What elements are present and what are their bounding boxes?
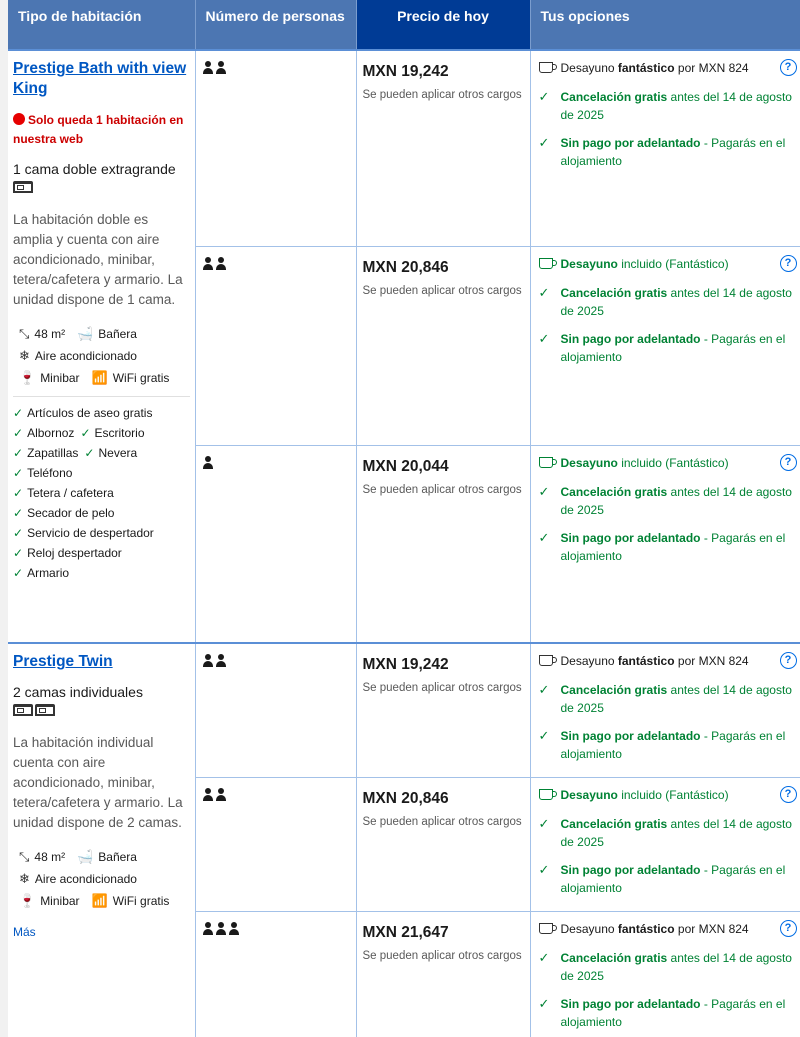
breakfast-text bbox=[561, 920, 749, 939]
bed-icons bbox=[13, 703, 190, 717]
no-prepayment-option-detail: - Pagarás en el alojamiento bbox=[560, 331, 786, 364]
feature-size bbox=[19, 849, 65, 865]
no-prepayment-option-title: Sin pago por adelantado bbox=[560, 997, 701, 1011]
no-prepayment-option-detail: - Pagarás en el alojamiento bbox=[560, 729, 786, 761]
persons-cell bbox=[195, 50, 356, 246]
checkmark-icon: ✓ bbox=[538, 483, 550, 499]
room-features bbox=[13, 326, 190, 386]
checkmark-icon: ✓ bbox=[538, 816, 550, 831]
help-icon[interactable]: ? bbox=[780, 255, 797, 272]
header-persons: Número de personas bbox=[195, 0, 356, 50]
breakfast-quality: fantástico bbox=[617, 61, 675, 75]
amenity-item bbox=[80, 423, 144, 443]
person-icon bbox=[202, 257, 214, 270]
price-note: Se pueden aplicar otros cargos bbox=[362, 89, 522, 101]
coffee-cup-icon bbox=[539, 454, 553, 473]
amenity-row bbox=[13, 543, 190, 563]
no-prepayment-option bbox=[539, 134, 798, 170]
persons-cell bbox=[195, 912, 356, 1037]
checkmark-icon: ✓ bbox=[538, 89, 550, 104]
header-options: Tus opciones bbox=[530, 0, 800, 50]
breakfast-price: por MXN 824 bbox=[674, 61, 749, 75]
breakfast-text bbox=[561, 59, 749, 78]
amenity-label: Servicio de despertador bbox=[27, 526, 154, 540]
help-icon[interactable]: ? bbox=[780, 786, 797, 803]
price-amount: MXN 20,846 bbox=[362, 790, 449, 807]
amenity-row bbox=[13, 403, 190, 423]
free-cancellation-option-detail: antes del 14 de agosto de 2025 bbox=[560, 90, 792, 122]
help-icon[interactable]: ? bbox=[780, 59, 797, 76]
free-cancellation-option-title: Cancelación gratis bbox=[560, 683, 668, 697]
more-link[interactable]: Más bbox=[13, 925, 36, 939]
header-room-type: Tipo de habitación bbox=[8, 0, 195, 50]
price-cell bbox=[356, 246, 530, 445]
feature-ac bbox=[19, 348, 137, 364]
room-name-link[interactable]: Prestige Twin bbox=[13, 653, 113, 670]
bed-icon bbox=[35, 704, 55, 716]
free-cancellation-option-text bbox=[561, 88, 798, 124]
divider bbox=[13, 396, 190, 397]
price-cell bbox=[356, 912, 530, 1037]
amenity-label: Armario bbox=[27, 566, 70, 580]
amenities-list bbox=[13, 403, 190, 583]
breakfast-label: Desayuno bbox=[560, 922, 618, 936]
breakfast-label: Desayuno bbox=[560, 788, 618, 802]
room-description: La habitación doble es amplia y cuenta con aire acondicionado, minibar, tetera/cafetera y armario. La unidad dispone de 1 cama. bbox=[13, 212, 183, 307]
no-prepayment-option-detail: - Pagarás en el alojamiento bbox=[560, 136, 786, 168]
amenity-label: Artículos de aseo gratis bbox=[27, 406, 153, 420]
availability-warning bbox=[13, 111, 190, 149]
breakfast-price: por MXN 824 bbox=[674, 654, 749, 668]
free-cancellation-option bbox=[539, 88, 798, 124]
feature-bath bbox=[77, 849, 137, 865]
checkmark-icon: ✓ bbox=[13, 526, 24, 540]
room-table bbox=[8, 0, 800, 1037]
person-icon bbox=[215, 654, 227, 667]
amenity-item bbox=[84, 443, 137, 463]
options-cell bbox=[530, 778, 800, 912]
amenity-row bbox=[13, 423, 190, 443]
no-prepayment-option-text bbox=[561, 995, 798, 1031]
free-cancellation-option-text bbox=[561, 949, 798, 985]
amenity-row bbox=[13, 523, 190, 543]
minibar-icon: 🍷 bbox=[19, 370, 36, 385]
amenity-item bbox=[13, 563, 69, 583]
options-cell bbox=[530, 643, 800, 778]
table-row bbox=[8, 50, 800, 246]
price-amount: MXN 19,242 bbox=[362, 656, 449, 673]
checkmark-icon: ✓ bbox=[84, 446, 95, 460]
amenity-label: Escritorio bbox=[94, 426, 145, 440]
amenity-row bbox=[13, 563, 190, 583]
checkmark-icon: ✓ bbox=[538, 529, 550, 545]
free-cancellation-option-detail: antes del 14 de agosto de 2025 bbox=[560, 484, 792, 517]
no-prepayment-option-text bbox=[561, 134, 798, 170]
table-row bbox=[8, 643, 800, 778]
breakfast-text bbox=[561, 786, 729, 805]
person-icon bbox=[202, 788, 214, 801]
no-prepayment-option-title: Sin pago por adelantado bbox=[560, 729, 701, 743]
price-amount: MXN 20,846 bbox=[362, 258, 449, 276]
free-cancellation-option bbox=[539, 949, 798, 985]
table-header-row bbox=[8, 0, 800, 50]
person-icon bbox=[215, 922, 227, 935]
no-prepayment-option bbox=[539, 529, 798, 565]
checkmark-icon: ✓ bbox=[538, 284, 550, 300]
options-cell bbox=[530, 50, 800, 246]
checkmark-icon: ✓ bbox=[13, 486, 24, 500]
price-amount: MXN 21,647 bbox=[362, 924, 449, 941]
feature-label: Minibar bbox=[40, 894, 80, 908]
price-cell bbox=[356, 778, 530, 912]
help-icon[interactable]: ? bbox=[780, 454, 797, 471]
persons-icon bbox=[202, 788, 227, 801]
bed-icon bbox=[13, 181, 33, 193]
price-note: Se pueden aplicar otros cargos bbox=[362, 950, 522, 962]
checkmark-icon: ✓ bbox=[13, 546, 24, 560]
checkmark-icon: ✓ bbox=[538, 135, 550, 150]
price-cell bbox=[356, 643, 530, 778]
free-cancellation-option bbox=[539, 483, 798, 519]
checkmark-icon: ✓ bbox=[538, 996, 550, 1011]
breakfast-option bbox=[539, 786, 798, 805]
feature-ac bbox=[19, 871, 137, 887]
amenity-item bbox=[13, 443, 78, 463]
feature-label: Aire acondicionado bbox=[34, 349, 137, 363]
amenity-row bbox=[13, 443, 190, 463]
checkmark-icon: ✓ bbox=[538, 862, 550, 877]
room-features bbox=[13, 849, 190, 909]
breakfast-text bbox=[561, 255, 729, 274]
snowflake-icon: ❄ bbox=[19, 348, 30, 363]
price-note: Se pueden aplicar otros cargos bbox=[362, 483, 522, 496]
checkmark-icon: ✓ bbox=[13, 406, 24, 420]
coffee-cup-icon bbox=[539, 920, 553, 939]
checkmark-icon: ✓ bbox=[13, 446, 24, 460]
person-icon bbox=[202, 61, 214, 74]
room-table-container bbox=[8, 0, 800, 1037]
feature-minibar bbox=[19, 893, 80, 909]
free-cancellation-option-detail: antes del 14 de agosto de 2025 bbox=[560, 817, 792, 849]
free-cancellation-option bbox=[539, 284, 798, 320]
availability-text: Solo queda 1 habitación en nuestra web bbox=[13, 113, 184, 146]
feature-size bbox=[19, 326, 65, 342]
amenity-item bbox=[13, 403, 152, 423]
breakfast-text bbox=[561, 652, 749, 671]
breakfast-option bbox=[539, 255, 798, 274]
feature-label: 48 m² bbox=[34, 850, 66, 864]
no-prepayment-option-detail: - Pagarás en el alojamiento bbox=[560, 863, 786, 895]
amenity-item bbox=[13, 503, 114, 523]
amenity-row bbox=[13, 463, 190, 483]
price-amount: MXN 20,044 bbox=[362, 457, 449, 475]
coffee-cup-icon bbox=[539, 652, 553, 671]
bed-icons bbox=[13, 180, 190, 194]
breakfast-price: por MXN 824 bbox=[674, 922, 749, 936]
amenity-item bbox=[13, 483, 114, 503]
amenity-row bbox=[13, 503, 190, 523]
room-info-cell bbox=[8, 50, 195, 643]
checkmark-icon: ✓ bbox=[80, 426, 91, 440]
bathtub-icon: 🛁 bbox=[77, 849, 94, 864]
feature-label: WiFi gratis bbox=[112, 371, 170, 385]
persons-icon bbox=[202, 654, 227, 667]
price-cell bbox=[356, 50, 530, 246]
amenity-item bbox=[13, 423, 74, 443]
checkmark-icon: ✓ bbox=[538, 330, 550, 346]
person-icon bbox=[202, 654, 214, 667]
help-icon[interactable]: ? bbox=[780, 652, 797, 669]
amenity-label: Teléfono bbox=[27, 466, 73, 480]
checkmark-icon: ✓ bbox=[13, 426, 24, 440]
no-prepayment-option bbox=[539, 330, 798, 366]
persons-cell bbox=[195, 778, 356, 912]
help-icon[interactable]: ? bbox=[780, 920, 797, 937]
no-prepayment-option-title: Sin pago por adelantado bbox=[560, 863, 701, 877]
free-cancellation-option-text bbox=[561, 284, 798, 320]
free-cancellation-option-detail: antes del 14 de agosto de 2025 bbox=[560, 683, 792, 715]
breakfast-label: Desayuno bbox=[560, 61, 618, 75]
checkmark-icon: ✓ bbox=[13, 566, 24, 580]
wifi-icon: 📶 bbox=[91, 370, 108, 385]
person-icon bbox=[215, 257, 227, 270]
room-info-cell bbox=[8, 643, 195, 1037]
options-cell bbox=[530, 445, 800, 643]
amenity-item bbox=[13, 523, 154, 543]
persons-icon bbox=[202, 922, 240, 935]
red-dot-icon bbox=[13, 113, 25, 125]
free-cancellation-option-text bbox=[561, 483, 798, 519]
amenity-label: Reloj despertador bbox=[27, 546, 122, 560]
no-prepayment-option-text bbox=[561, 529, 798, 565]
coffee-cup-icon bbox=[539, 59, 553, 78]
feature-label: Bañera bbox=[98, 850, 137, 864]
checkmark-icon: ✓ bbox=[538, 682, 550, 697]
persons-cell bbox=[195, 643, 356, 778]
no-prepayment-option-detail: - Pagarás en el alojamiento bbox=[560, 530, 786, 563]
free-cancellation-option-title: Cancelación gratis bbox=[560, 484, 668, 499]
persons-cell bbox=[195, 445, 356, 643]
room-name-link[interactable]: Prestige Bath with view King bbox=[13, 60, 187, 97]
amenity-item bbox=[13, 463, 72, 483]
amenity-row bbox=[13, 483, 190, 503]
free-cancellation-option bbox=[539, 681, 798, 717]
person-icon bbox=[202, 456, 214, 469]
feature-bath bbox=[77, 326, 137, 342]
breakfast-label: Desayuno bbox=[560, 455, 618, 470]
breakfast-option bbox=[539, 652, 798, 671]
person-icon bbox=[202, 922, 214, 935]
size-icon: ⤡ bbox=[19, 849, 30, 864]
no-prepayment-option bbox=[539, 727, 798, 763]
free-cancellation-option-title: Cancelación gratis bbox=[560, 951, 668, 965]
feature-label: WiFi gratis bbox=[112, 894, 170, 908]
amenity-label: Zapatillas bbox=[27, 446, 79, 460]
no-prepayment-option bbox=[539, 995, 798, 1031]
snowflake-icon: ❄ bbox=[19, 871, 30, 886]
feature-label: 48 m² bbox=[34, 327, 66, 341]
free-cancellation-option-detail: antes del 14 de agosto de 2025 bbox=[560, 285, 792, 318]
no-prepayment-option-text bbox=[561, 727, 798, 763]
persons-cell bbox=[195, 246, 356, 445]
size-icon: ⤡ bbox=[19, 326, 30, 341]
free-cancellation-option-title: Cancelación gratis bbox=[560, 285, 668, 300]
feature-label: Bañera bbox=[98, 327, 137, 341]
free-cancellation-option-text bbox=[561, 681, 798, 717]
breakfast-label: Desayuno bbox=[560, 256, 618, 271]
no-prepayment-option-title: Sin pago por adelantado bbox=[560, 530, 701, 545]
room-description: La habitación individual cuenta con aire acondicionado, minibar, tetera/cafetera y armario. La unidad dispone de 2 camas. bbox=[13, 735, 183, 830]
checkmark-icon: ✓ bbox=[538, 728, 550, 743]
free-cancellation-option-text bbox=[561, 815, 798, 851]
price-note: Se pueden aplicar otros cargos bbox=[362, 284, 522, 297]
feature-label: Aire acondicionado bbox=[34, 872, 137, 886]
feature-label: Minibar bbox=[40, 371, 80, 385]
bathtub-icon: 🛁 bbox=[77, 326, 94, 341]
breakfast-text bbox=[561, 454, 729, 473]
amenity-label: Albornoz bbox=[27, 426, 75, 440]
no-prepayment-option bbox=[539, 861, 798, 897]
breakfast-label: Desayuno bbox=[560, 654, 618, 668]
checkmark-icon: ✓ bbox=[13, 466, 24, 480]
feature-minibar bbox=[19, 370, 80, 386]
breakfast-quality: fantástico bbox=[617, 922, 675, 936]
persons-icon bbox=[202, 61, 227, 74]
free-cancellation-option bbox=[539, 815, 798, 851]
amenity-label: Secador de pelo bbox=[27, 506, 115, 520]
no-prepayment-option-title: Sin pago por adelantado bbox=[560, 136, 701, 150]
feature-wifi bbox=[92, 370, 170, 386]
options-cell bbox=[530, 912, 800, 1037]
breakfast-option bbox=[539, 920, 798, 939]
breakfast-option bbox=[539, 59, 798, 78]
bed-type: 2 camas individuales bbox=[13, 684, 143, 700]
bed-type: 1 cama doble extragrande bbox=[13, 161, 176, 177]
no-prepayment-option-text bbox=[561, 330, 798, 366]
wifi-icon: 📶 bbox=[91, 893, 108, 908]
price-cell bbox=[356, 445, 530, 643]
free-cancellation-option-title: Cancelación gratis bbox=[560, 817, 668, 831]
coffee-cup-icon bbox=[539, 786, 553, 805]
amenity-item bbox=[13, 543, 122, 563]
amenity-label: Nevera bbox=[98, 446, 138, 460]
breakfast-option bbox=[539, 454, 798, 473]
price-note: Se pueden aplicar otros cargos bbox=[362, 682, 522, 694]
persons-icon bbox=[202, 257, 227, 270]
person-icon bbox=[215, 788, 227, 801]
breakfast-detail: incluido (Fantástico) bbox=[617, 788, 729, 802]
options-cell bbox=[530, 246, 800, 445]
feature-wifi bbox=[92, 893, 170, 909]
checkmark-icon: ✓ bbox=[13, 506, 24, 520]
no-prepayment-option-detail: - Pagarás en el alojamiento bbox=[560, 997, 786, 1029]
persons-icon bbox=[202, 456, 214, 469]
no-prepayment-option-text bbox=[561, 861, 798, 897]
coffee-cup-icon bbox=[539, 255, 553, 274]
free-cancellation-option-detail: antes del 14 de agosto de 2025 bbox=[560, 951, 792, 983]
minibar-icon: 🍷 bbox=[19, 893, 36, 908]
breakfast-quality: fantástico bbox=[617, 654, 675, 668]
price-note: Se pueden aplicar otros cargos bbox=[362, 816, 522, 828]
amenity-label: Tetera / cafetera bbox=[27, 486, 114, 500]
price-amount: MXN 19,242 bbox=[362, 63, 449, 80]
bed-icon bbox=[13, 704, 33, 716]
checkmark-icon: ✓ bbox=[538, 950, 550, 965]
breakfast-detail: incluido (Fantástico) bbox=[617, 455, 729, 470]
breakfast-detail: incluido (Fantástico) bbox=[617, 256, 729, 271]
free-cancellation-option-title: Cancelación gratis bbox=[560, 90, 668, 104]
person-icon bbox=[215, 61, 227, 74]
person-icon bbox=[228, 922, 240, 935]
no-prepayment-option-title: Sin pago por adelantado bbox=[560, 331, 701, 346]
header-price-today: Precio de hoy bbox=[356, 0, 530, 50]
